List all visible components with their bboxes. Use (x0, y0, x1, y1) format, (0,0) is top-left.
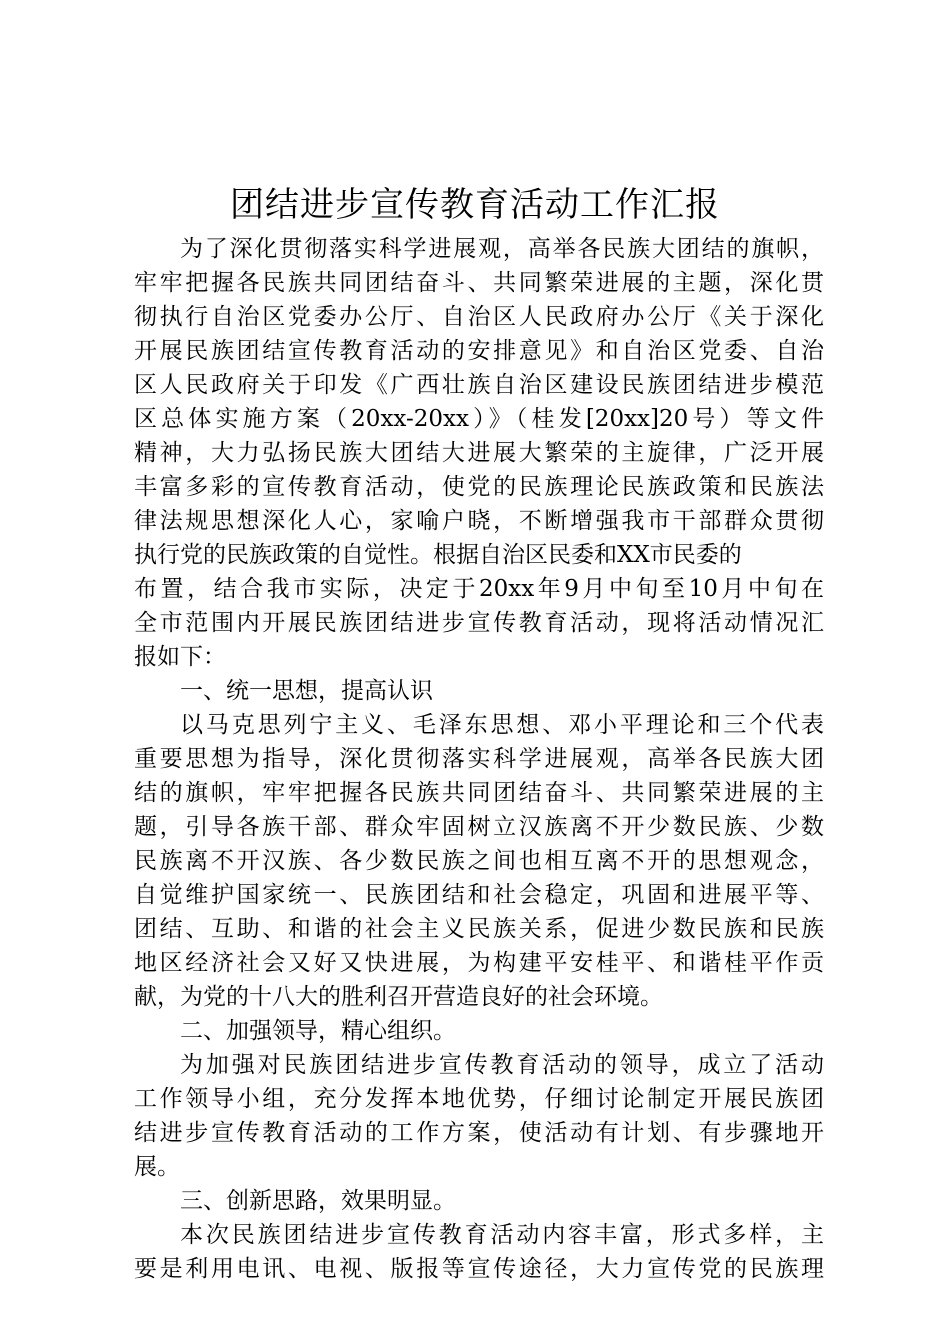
document-title: 团结进步宣传教育活动工作汇报 (230, 185, 720, 225)
text-line: 执行党的民族政策的自觉性。根据自治区民委和XX市民委的 (134, 542, 742, 568)
text-line: 重要思想为指导，深化贯彻落实科学进展观，高举各民族大团 (134, 746, 824, 772)
text-line: 题，引导各族干部、群众牢固树立汉族离不开少数民族、少数 (134, 814, 824, 840)
text-line: 结的旗帜，牢牢把握各民族共同团结奋斗、共同繁荣进展的主 (134, 780, 824, 806)
text-line: 布置，结合我市实际，决定于20xx年9月中旬至10月中旬在 (134, 576, 824, 602)
text-line: 结进步宣传教育活动的工作方案，使活动有计划、有步骤地开 (134, 1120, 824, 1146)
text-line: 为了深化贯彻落实科学进展观，高举各民族大团结的旗帜， (180, 236, 824, 262)
text-line: 工作领导小组，充分发挥本地优势，仔细讨论制定开展民族团 (134, 1086, 824, 1112)
text-line: 牢牢把握各民族共同团结奋斗、共同繁荣进展的主题，深化贯 (134, 270, 824, 296)
text-line: 彻执行自治区党委办公厅、自治区人民政府办公厅《关于深化 (134, 304, 824, 330)
text-line: 为加强对民族团结进步宣传教育活动的领导，成立了活动 (180, 1052, 824, 1078)
text-line: 区总体实施方案（20xx-20xx）》（桂发[20xx]20号）等文件 (134, 406, 824, 432)
text-line: 本次民族团结进步宣传教育活动内容丰富，形式多样，主 (180, 1222, 824, 1248)
section-heading: 一、统一思想，提高认识 (180, 678, 433, 704)
text-line: 展。 (134, 1154, 180, 1180)
text-line: 地区经济社会又好又快进展，为构建平安桂平、和谐桂平作贡 (134, 950, 824, 976)
section-heading: 三、创新思路，效果明显。 (180, 1188, 456, 1214)
text-line: 律法规思想深化人心，家喻户晓，不断增强我市干部群众贯彻 (134, 508, 824, 534)
text-line: 全市范围内开展民族团结进步宣传教育活动，现将活动情况汇 (134, 610, 824, 636)
text-line: 精神，大力弘扬民族大团结大进展大繁荣的主旋律，广泛开展 (134, 440, 824, 466)
text-line: 开展民族团结宣传教育活动的安排意见》和自治区党委、自治 (134, 338, 824, 364)
text-line: 丰富多彩的宣传教育活动，使党的民族理论民族政策和民族法 (134, 474, 824, 500)
text-line: 团结、互助、和谐的社会主义民族关系，促进少数民族和民族 (134, 916, 824, 942)
text-line: 报如下： (134, 644, 226, 670)
text-line: 要是利用电讯、电视、版报等宣传途径，大力宣传党的民族理 (134, 1256, 824, 1282)
document-body (134, 232, 824, 1286)
text-line: 区人民政府关于印发《广西壮族自治区建设民族团结进步模范 (134, 372, 824, 398)
text-line: 民族离不开汉族、各少数民族之间也相互离不开的思想观念， (134, 848, 824, 874)
text-line: 以马克思列宁主义、毛泽东思想、邓小平理论和三个代表 (180, 712, 824, 738)
text-line: 献，为党的十八大的胜利召开营造良好的社会环境。 (134, 984, 663, 1010)
section-heading: 二、加强领导，精心组织。 (180, 1018, 456, 1044)
text-line: 自觉维护国家统一、民族团结和社会稳定，巩固和进展平等、 (134, 882, 824, 908)
